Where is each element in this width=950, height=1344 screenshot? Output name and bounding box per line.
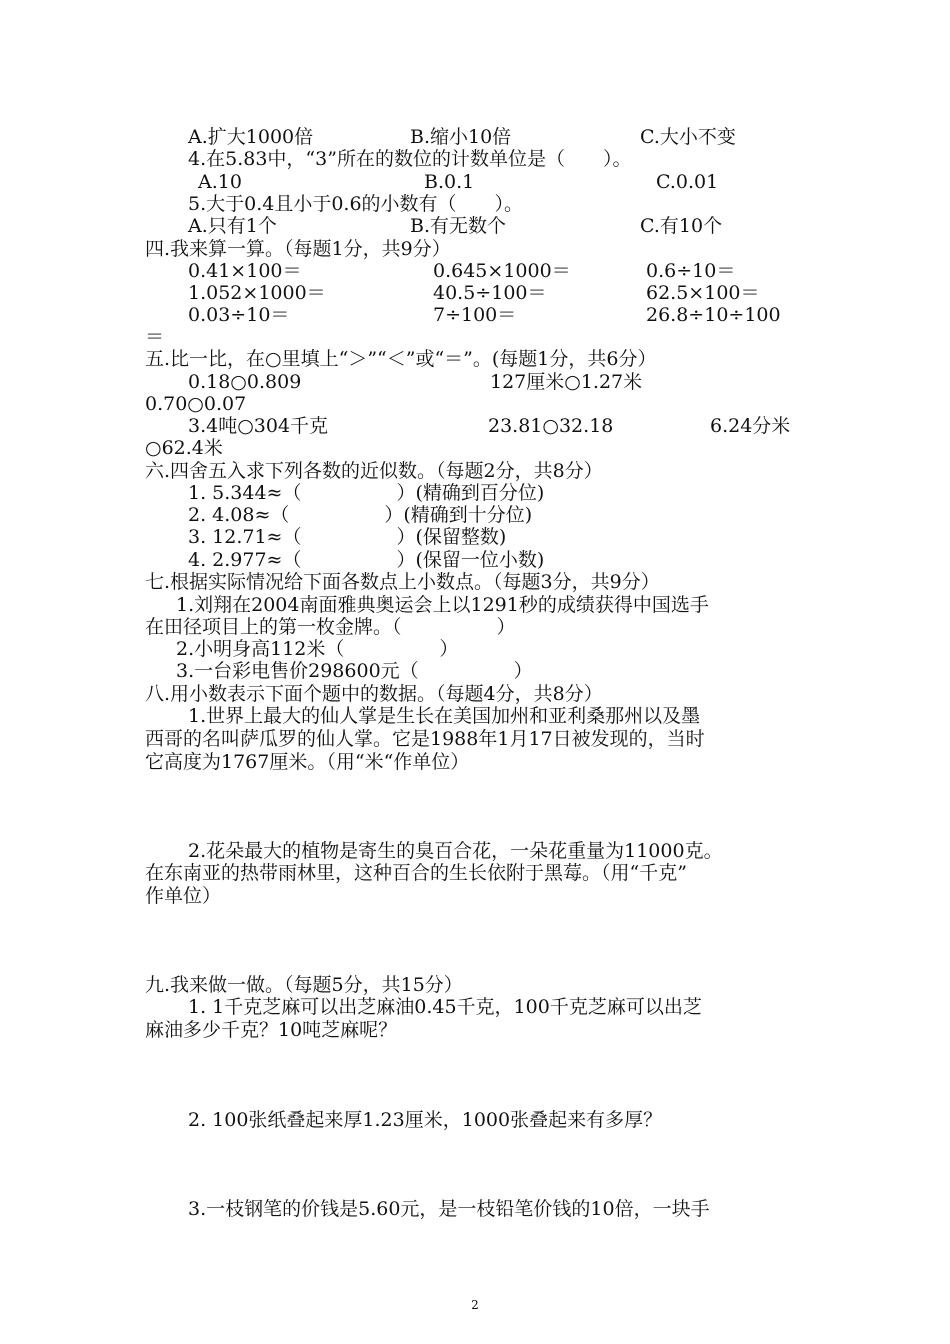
section5-r1-wrap: 0.70○0.07 — [145, 393, 247, 415]
section6-item-4: 4. 2.977≈（ ）(保留一位小数) — [188, 549, 545, 571]
section8-item1-line1: 1.世界上最大的仙人掌是生长在美国加州和亚利桑那州以及墨 — [188, 705, 701, 727]
section6-item-1: 1. 5.344≈（ ）(精确到百分位) — [188, 482, 545, 504]
page-number: 2 — [471, 1298, 479, 1312]
section5-r1-c2: 127厘米○1.27米 — [490, 371, 643, 393]
section7-heading: 七.根据实际情况给下面各数点上小数点。（每题3分，共9分） — [145, 571, 660, 593]
section9-item1-line2: 麻油多少千克？10吨芝麻呢？ — [145, 1019, 398, 1041]
section5-r2-wrap: ○62.4米 — [145, 437, 223, 459]
q3-item4-option-b: B.0.1 — [424, 171, 475, 193]
q3-item4-option-c: C.0.01 — [656, 171, 719, 193]
section9-heading: 九.我来做一做。（每题5分，共15分） — [145, 974, 463, 996]
section4-r3-c1: 0.03÷10＝ — [188, 304, 290, 326]
section7-item1-line1: 1.刘翔在2004南面雅典奥运会上以1291秒的成绩获得中国选手 — [176, 594, 709, 616]
section9-item1-line1: 1. 1千克芝麻可以出芝麻油0.45千克，100千克芝麻可以出芝 — [188, 996, 702, 1018]
q3-item5-option-c: C.有10个 — [640, 215, 723, 237]
section4-r1-c1: 0.41×100＝ — [188, 260, 302, 282]
section7-item1-line2: 在田径项目上的第一枚金牌。（ ） — [145, 616, 516, 638]
q3-item5-question: 5.大于0.4且小于0.6的小数有（ ）。 — [188, 193, 524, 215]
section5-r2-c1: 3.4吨○304千克 — [188, 415, 329, 437]
section4-r1-c3: 0.6÷10＝ — [646, 260, 736, 282]
q3-item3-option-c: C.大小不变 — [640, 126, 736, 148]
q3-item5-option-a: A.只有1个 — [188, 215, 277, 237]
section4-wrap: ＝ — [145, 326, 165, 348]
section4-r2-c3: 62.5×100＝ — [646, 282, 760, 304]
section8-item2-line1: 2.花朵最大的植物是寄生的臭百合花，一朵花重量为11000克。 — [188, 840, 723, 862]
section7-item2: 2.小明身高112米（ ） — [176, 638, 459, 660]
section5-r1-c1: 0.18○0.809 — [188, 371, 302, 393]
q3-item4-option-a: A.10 — [198, 171, 242, 193]
section9-item2: 2. 100张纸叠起来厚1.23厘米，1000张叠起来有多厚？ — [188, 1109, 663, 1131]
section5-r2-c2: 23.81○32.18 — [488, 415, 614, 437]
section6-item-2: 2. 4.08≈（ ）(精确到十分位) — [188, 504, 533, 526]
q3-item3-option-a: A.扩大1000倍 — [188, 126, 314, 148]
section8-heading: 八.用小数表示下面个题中的数据。（每题4分，共8分） — [145, 683, 603, 705]
section8-item1-line2: 西哥的名叫萨瓜罗的仙人掌。它是1988年1月17日被发现的，当时 — [145, 728, 705, 750]
section4-r3-c3: 26.8÷10÷100 — [646, 304, 781, 326]
section8-item1-line3: 它高度为1767厘米。（用“米“作单位） — [145, 751, 470, 773]
section4-r2-c1: 1.052×1000＝ — [188, 282, 326, 304]
section6-item-3: 3. 12.71≈（ ）(保留整数) — [188, 526, 507, 548]
q3-item4-question: 4.在5.83中，“3”所在的数位的计数单位是（ ）。 — [188, 148, 632, 170]
section7-item3: 3.一台彩电售价298600元（ ） — [176, 660, 533, 682]
section8-item2-line2: 在东南亚的热带雨林里，这种百合的生长依附于黑莓。（用“千克” — [145, 862, 687, 884]
section5-heading: 五.比一比，在○里填上“＞”“＜”或“＝”。(每题1分，共6分） — [145, 348, 657, 370]
q3-item3-option-b: B.缩小10倍 — [410, 126, 512, 148]
section4-r3-c2: 7÷100＝ — [433, 304, 517, 326]
section8-item2-line3: 作单位） — [145, 885, 222, 907]
section9-item3: 3.一枝钢笔的价钱是5.60元，是一枝铅笔价钱的10倍，一块手 — [188, 1198, 710, 1220]
section4-r1-c2: 0.645×1000＝ — [433, 260, 571, 282]
section4-r2-c2: 40.5÷100＝ — [433, 282, 547, 304]
section6-heading: 六.四舍五入求下列各数的近似数。（每题2分，共8分） — [145, 460, 603, 482]
q3-item5-option-b: B.有无数个 — [410, 215, 507, 237]
section5-r2-c3: 6.24分米 — [710, 415, 791, 437]
section4-heading: 四.我来算一算。（每题1分，共9分） — [145, 238, 451, 260]
